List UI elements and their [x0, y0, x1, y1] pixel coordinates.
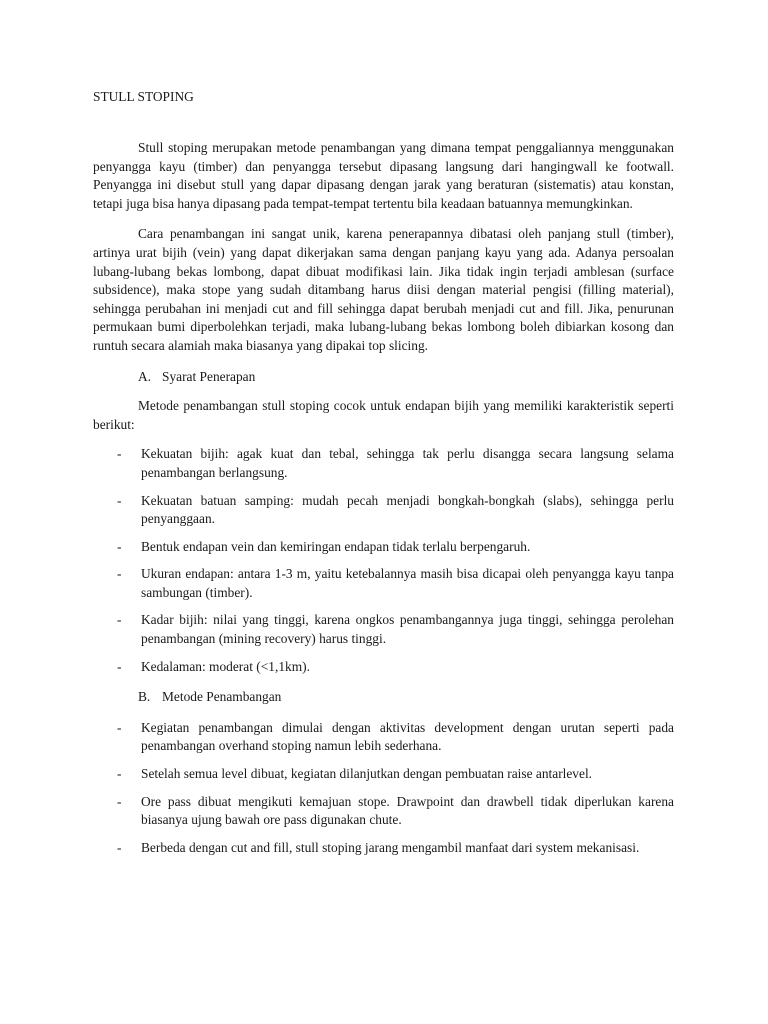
list-item-text: Kekuatan batuan samping: mudah pecah menjadi bongkah-bongkah (slabs), sehingga perlu penyanggaan. — [141, 492, 674, 527]
list-item-text: Ukuran endapan: antara 1-3 m, yaitu ketebalannya masih bisa dicapai oleh penyangga kayu tanpa sambungan (timber). — [141, 566, 674, 600]
paragraph-1: Stull stoping merupakan metode penambangan yang dimana tempat penggaliannya menggunakan penyangga kayu (timber) dan penyangga tersebut dipasang langsung dari hangingwall ke footwall. Penyangga ini disebut stull yang dapar dipasang dengan jarak yang beraturan (sistematis) atau konstan, tetapi juga bisa hanya dipasang pada tempat-tempat tertentu bila keadaan batuannya memungkinkan. — [93, 140, 674, 211]
list-item — [93, 765, 674, 784]
section-b-list — [93, 719, 674, 858]
list-item — [93, 611, 674, 648]
bullet-dash: - — [117, 839, 122, 855]
list-item-text: Setelah semua level dibuat, kegiatan dilanjutkan dengan pembuatan raise antarlevel. — [141, 766, 593, 782]
list-item-text: Bentuk endapan vein dan kemiringan endapan tidak terlalu berpengaruh. — [141, 538, 531, 554]
list-item-text: Kekuatan bijih: agak kuat dan tebal, sehingga tak perlu disangga secara langsung selama penambangan berlangsung. — [141, 446, 674, 480]
section-a-intro: Metode penambangan stull stoping cocok untuk endapan bijih yang memiliki karakteristik seperti berikut: — [93, 398, 674, 432]
list-item — [93, 538, 674, 557]
section-b-heading — [93, 688, 674, 707]
list-item-text: Ore pass dibuat mengikuti kemajuan stope. Drawpoint dan drawbell tidak diperlukan karena biasanya ujung bawah ore pass digunakan chute. — [141, 793, 674, 828]
list-item — [93, 492, 674, 529]
bullet-dash: - — [117, 492, 122, 508]
bullet-dash: - — [117, 719, 122, 735]
section-a-title: Syarat Penerapan — [162, 368, 256, 384]
page-title: STULL STOPING — [93, 89, 194, 104]
list-item — [93, 565, 674, 602]
bullet-dash: - — [117, 793, 122, 809]
section-a-list — [93, 445, 674, 676]
section-b-title: Metode Penambangan — [162, 689, 282, 705]
list-item-text: Kegiatan penambangan dimulai dengan aktivitas development dengan urutan seperti pada penambangan overhand stoping namun lebih sederhana. — [141, 719, 674, 754]
section-a-number: A. — [138, 368, 152, 384]
list-item — [93, 839, 674, 858]
list-item — [93, 658, 674, 677]
bullet-dash: - — [117, 538, 122, 554]
section-a-heading — [93, 368, 674, 387]
list-item-text: Berbeda dengan cut and fill, stull stoping jarang mengambil manfaat dari system mekanisasi. — [141, 839, 640, 855]
list-item-text: Kadar bijih: nilai yang tinggi, karena ongkos penambangannya juga tinggi, sehingga perolehan penambangan (mining recovery) harus tinggi. — [141, 612, 674, 647]
list-item — [93, 445, 674, 482]
bullet-dash: - — [117, 566, 122, 582]
bullet-dash: - — [117, 766, 122, 782]
section-b-number: B. — [138, 689, 151, 705]
bullet-dash: - — [117, 446, 122, 462]
list-item-text: Kedalaman: moderat (<1,1km). — [141, 658, 310, 674]
bullet-dash: - — [117, 612, 122, 628]
bullet-dash: - — [117, 658, 122, 674]
list-item — [93, 793, 674, 830]
document-body — [93, 87, 674, 857]
list-item — [93, 719, 674, 756]
paragraph-2: Cara penambangan ini sangat unik, karena penerapannya dibatasi oleh panjang stull (timber), artinya urat bijih (vein) yang dapat dikerjakan sama dengan panjang kayu yang ada. Adanya persoalan lubang-lubang bekas lombong, dapat dibuat modifikasi lain. Jika tidak ingin terjadi amblesan (surface subsidence), maka stope yang sudah ditambang harus diisi dengan material pengisi (filling material), sehingga perubahan ini menjadi cut and fill sehingga dapat berubah menjadi cut and fill. Jika, penurunan permukaan bumi diperbolehkan terjadi, maka lubang-lubang bekas lombong boleh dibiarkan kosong dan runtuh secara alamiah maka biasanya yang dipakai top slicing. — [93, 226, 674, 353]
